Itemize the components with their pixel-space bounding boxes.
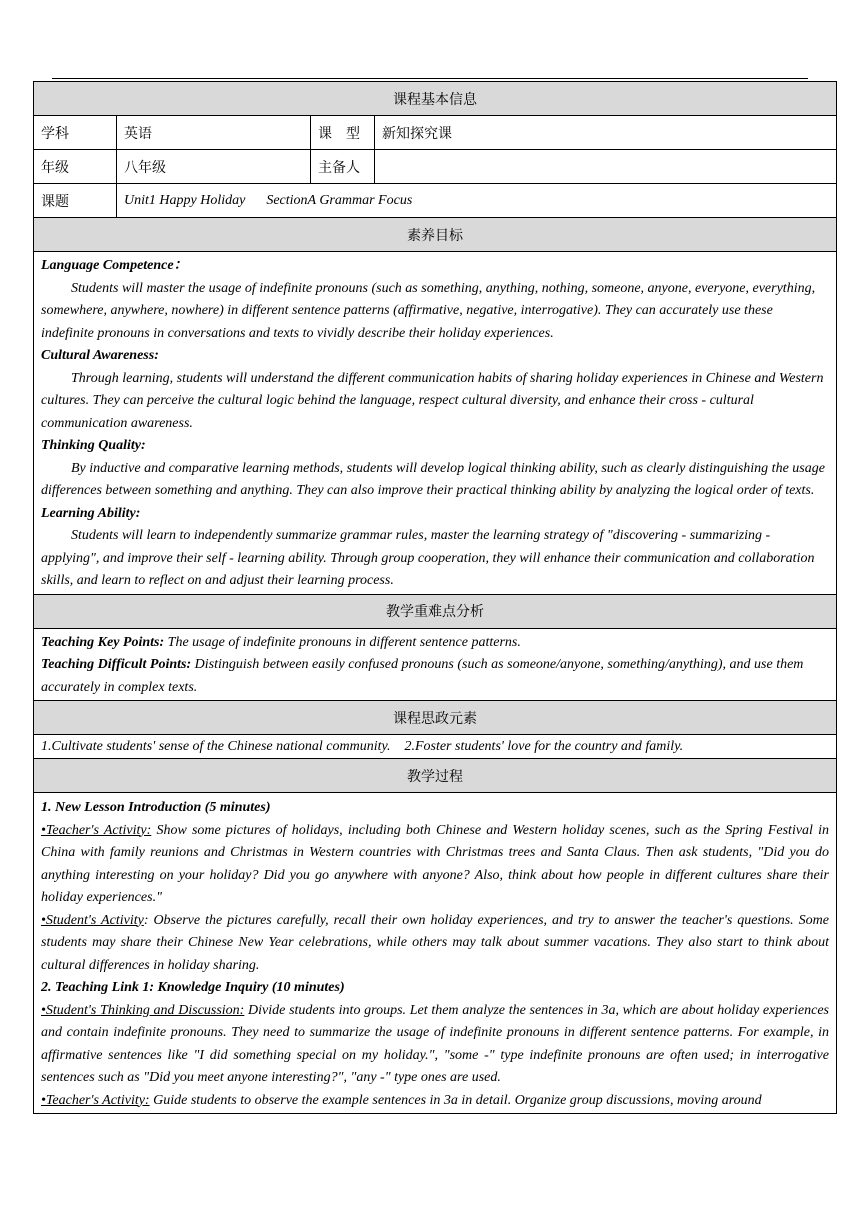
grade-value: 八年级 [117,150,311,184]
topic-value: Unit1 Happy Holiday SectionA Grammar Focus [117,184,837,218]
student2-label: •Student's Thinking and Discussion: [41,1002,245,1018]
student1-text: : Observe the pictures carefully, recall their own holiday experiences, and try to answer the teacher's questions. Some students may share their Chinese New Year celebrations, while others may talk about summer vacations. They also start to think about cultural differences in holiday sharing. [41,912,829,973]
teacher2-text: Guide students to observe the example sentences in 3a in detail. Organize group discussions, moving around [149,1092,762,1108]
goal-learning-heading: Learning Ability: [41,505,141,521]
grade-label: 年级 [34,150,117,184]
student1-label: •Student's Activity [41,912,144,928]
difficult-points-label: Teaching Difficult Points: [41,657,192,672]
section-key-points: 教学重难点分析 [34,594,837,628]
preparer-label: 主备人 [311,150,375,184]
goal-language-heading: Language Competence： [41,258,188,273]
section-ideology: 课程思政元素 [34,701,837,735]
goal-learning-text: Students will learn to independently summarize grammar rules, master the learning strategy of "discovering - summarizing - applying", and improve their self - learning ability. Through group cooperation, they will enhance their communication and collaboration skills, and learn to reflect on and adjust their learning process. [41,528,815,588]
goals-block [34,252,837,595]
key-points-block [34,628,837,701]
topic-label: 课题 [34,184,117,218]
teacher1-label: •Teacher's Activity: [41,822,152,838]
goal-culture-heading: Cultural Awareness: [41,348,159,363]
header-rule [52,78,808,79]
teacher1-text: Show some pictures of holidays, including both Chinese and Western holiday scenes, such as the Spring Festival in China with family reunions and Christmas in Western countries with Christmas trees and Santa Claus. Then ask students, "Did you do anything interesting on your holiday? Did you go anywhere with anyone? Also, think about how people in different cultures share their holiday experiences." [41,822,829,905]
teacher2-label: •Teacher's Activity: [41,1092,150,1108]
ideology-text: 1.Cultivate students' sense of the Chinese national community. 2.Foster students' love for the country and family. [34,735,837,759]
section-process: 教学过程 [34,759,837,793]
subject-label: 学科 [34,116,117,150]
goal-thinking-text: By inductive and comparative learning methods, students will develop logical thinking ability, such as clearly distinguishing the usage differences between something and anything. They can also improve their practical thinking ability by analyzing the logical order of texts. [41,460,825,498]
step1-heading: 1. New Lesson Introduction (5 minutes) [41,800,271,815]
lesson-plan-table [33,81,837,1114]
goal-culture-text: Through learning, students will understand the different communication habits of sharing holiday experiences in Chinese and Western cultures. They can perceive the cultural logic behind the language, respect cultural diversity, and enhance their cross - cultural communication awareness. [41,370,824,431]
step2-heading: 2. Teaching Link 1: Knowledge Inquiry (10 minutes) [41,980,345,995]
goal-language-text: Students will master the usage of indefinite pronouns (such as something, anything, nothing, someone, anyone, everyone, everything, somewhere, anywhere, nowhere) in different sentence patterns (affirmative, negative, interrogative). They can accurately use these indefinite pronouns in conversations and texts to vividly describe their holiday experiences. [41,280,816,341]
process-block [34,793,837,1114]
section-basic-info: 课程基本信息 [34,82,837,116]
preparer-value [375,150,837,184]
key-points-label: Teaching Key Points: [41,634,165,650]
subject-value: 英语 [117,116,311,150]
student2-text: Divide students into groups. Let them analyze the sentences in 3a, which are about holiday experiences and contain indefinite pronouns. They need to summarize the usage of indefinite pronouns in different sentence patterns. For example, in affirmative sentences like "I did something special on my holiday.", "some -" type indefinite pronouns are often used; in interrogative sentences such as "Did you meet anyone interesting?", "any -" type ones are used. [41,1002,829,1085]
goal-thinking-heading: Thinking Quality: [41,438,146,453]
key-points-text: The usage of indefinite pronouns in different sentence patterns. [164,634,521,650]
difficult-points-text: Distinguish between easily confused pronouns (such as someone/anyone, something/anything), and use them accurately in complex texts. [41,657,804,695]
type-label: 课 型 [311,116,375,150]
section-goals: 素养目标 [34,218,837,252]
type-value: 新知探究课 [375,116,837,150]
